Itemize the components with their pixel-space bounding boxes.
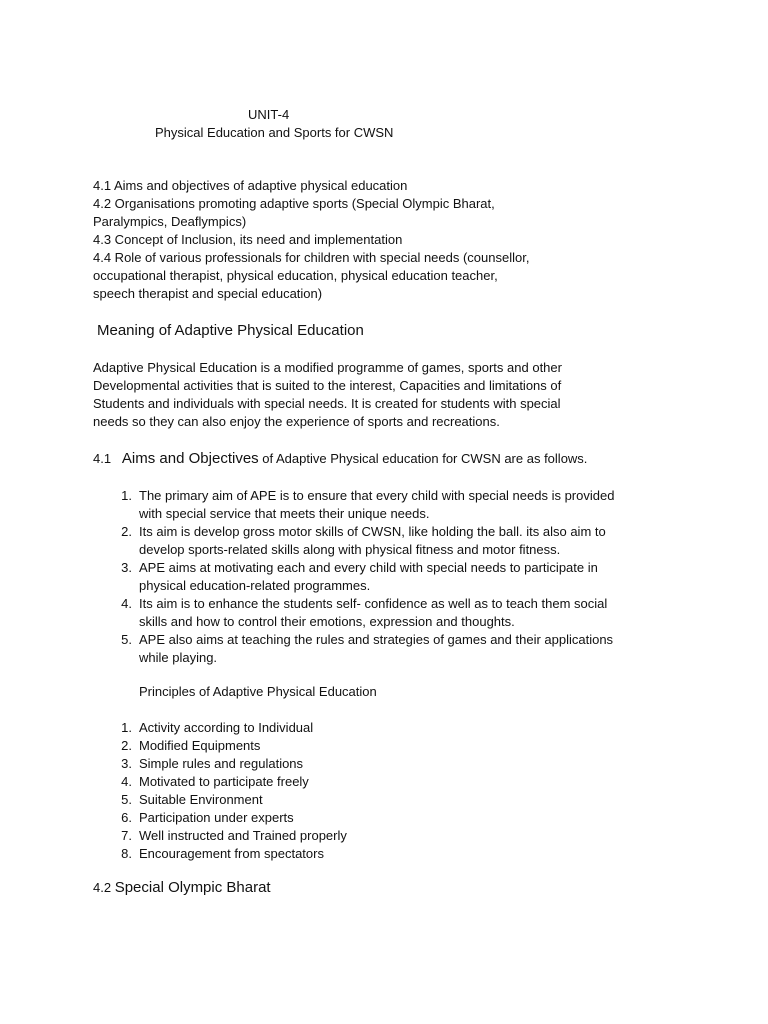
list-item — [110, 827, 510, 845]
page-title: Physical Education and Sports for CWSN — [155, 125, 394, 140]
list-line: APE aims at motivating each and every child with special needs to participate in — [139, 560, 598, 575]
topic-line: occupational therapist, physical education, physical education teacher, — [93, 268, 498, 283]
list-line: Its aim is to enhance the students self- confidence as well as to teach them social — [139, 596, 608, 611]
list-number: 5. — [121, 792, 132, 807]
topic-item — [93, 177, 653, 195]
list-item — [110, 845, 510, 863]
list-number: 1. — [121, 720, 132, 735]
aims-list — [110, 487, 670, 667]
list-line: skills and how to control their emotions, expression and thoughts. — [139, 614, 515, 629]
list-item — [110, 595, 670, 631]
paragraph-line: Students and individuals with special needs. It is created for students with special — [93, 396, 561, 411]
aims-heading-rest: of Adaptive Physical education for CWSN are as follows. — [258, 451, 588, 466]
topic-line: 4.4 Role of various professionals for children with special needs (counsellor, — [93, 250, 530, 265]
list-item — [110, 719, 510, 737]
list-number: 5. — [121, 632, 132, 647]
list-item — [110, 631, 670, 667]
section-number: 4.1 — [93, 451, 112, 466]
paragraph-line: Developmental activities that is suited to the interest, Capacities and limitations of — [93, 378, 562, 393]
list-number: 2. — [121, 738, 132, 753]
paragraph-line: needs so they can also enjoy the experience of sports and recreations. — [93, 414, 500, 429]
list-line: Its aim is develop gross motor skills of CWSN, like holding the ball. its also aim to — [139, 524, 606, 539]
meaning-paragraph — [93, 359, 653, 431]
special-heading-rest: pecial Olympic Bharat — [124, 879, 271, 896]
list-number: 7. — [121, 828, 132, 843]
list-number: 2. — [121, 524, 132, 539]
list-number: 1. — [121, 488, 132, 503]
list-line: physical education-related programmes. — [139, 578, 371, 593]
list-line: develop sports-related skills along with physical fitness and motor fitness. — [139, 542, 561, 557]
list-item — [110, 523, 670, 559]
list-number: 4. — [121, 774, 132, 789]
list-line: Activity according to Individual — [139, 720, 314, 735]
principles-list — [110, 719, 510, 863]
list-line: Suitable Environment — [139, 792, 263, 807]
aims-heading — [93, 450, 587, 468]
unit-label: UNIT-4 — [248, 107, 290, 122]
topic-item — [93, 231, 653, 249]
paragraph-line: Adaptive Physical Education is a modified programme of games, sports and other — [93, 360, 562, 375]
list-line: Encouragement from spectators — [139, 846, 324, 861]
list-number: 3. — [121, 756, 132, 771]
topic-line: speech therapist and special education) — [93, 286, 323, 301]
aims-heading-main: Aims and O — [121, 450, 201, 467]
list-item — [110, 487, 670, 523]
special-heading-initial: S — [114, 879, 125, 896]
topic-item — [93, 249, 653, 303]
list-line: Modified Equipments — [139, 738, 261, 753]
list-item — [110, 773, 510, 791]
topic-line: 4.2 Organisations promoting adaptive sports (Special Olympic Bharat, — [93, 196, 495, 211]
list-item — [110, 791, 510, 809]
list-item — [110, 737, 510, 755]
list-line: while playing. — [139, 650, 218, 665]
list-item — [110, 559, 670, 595]
list-item — [110, 809, 510, 827]
list-number: 3. — [121, 560, 132, 575]
topic-line: 4.3 Concept of Inclusion, its need and implementation — [93, 232, 403, 247]
list-line: Well instructed and Trained properly — [139, 828, 347, 843]
list-item — [110, 755, 510, 773]
principles-heading: Principles of Adaptive Physical Education — [139, 684, 377, 699]
list-line: APE also aims at teaching the rules and strategies of games and their applications — [139, 632, 614, 647]
special-olympic-heading — [93, 879, 271, 897]
list-number: 6. — [121, 810, 132, 825]
list-line: with special service that meets their unique needs. — [139, 506, 430, 521]
aims-heading-main-cont: bjectives — [200, 450, 259, 467]
meaning-heading: Meaning of Adaptive Physical Education — [97, 322, 364, 339]
list-number: 8. — [121, 846, 132, 861]
list-line: The primary aim of APE is to ensure that every child with special needs is provided — [139, 488, 615, 503]
topics-list — [93, 177, 653, 303]
list-number: 4. — [121, 596, 132, 611]
topic-line: 4.1 Aims and objectives of adaptive physical education — [93, 178, 408, 193]
topic-item — [93, 195, 653, 231]
list-line: Simple rules and regulations — [139, 756, 304, 771]
list-line: Motivated to participate freely — [139, 774, 309, 789]
section-number: 4.2 — [93, 880, 115, 895]
list-line: Participation under experts — [139, 810, 294, 825]
topic-line: Paralympics, Deaflympics) — [93, 214, 247, 229]
